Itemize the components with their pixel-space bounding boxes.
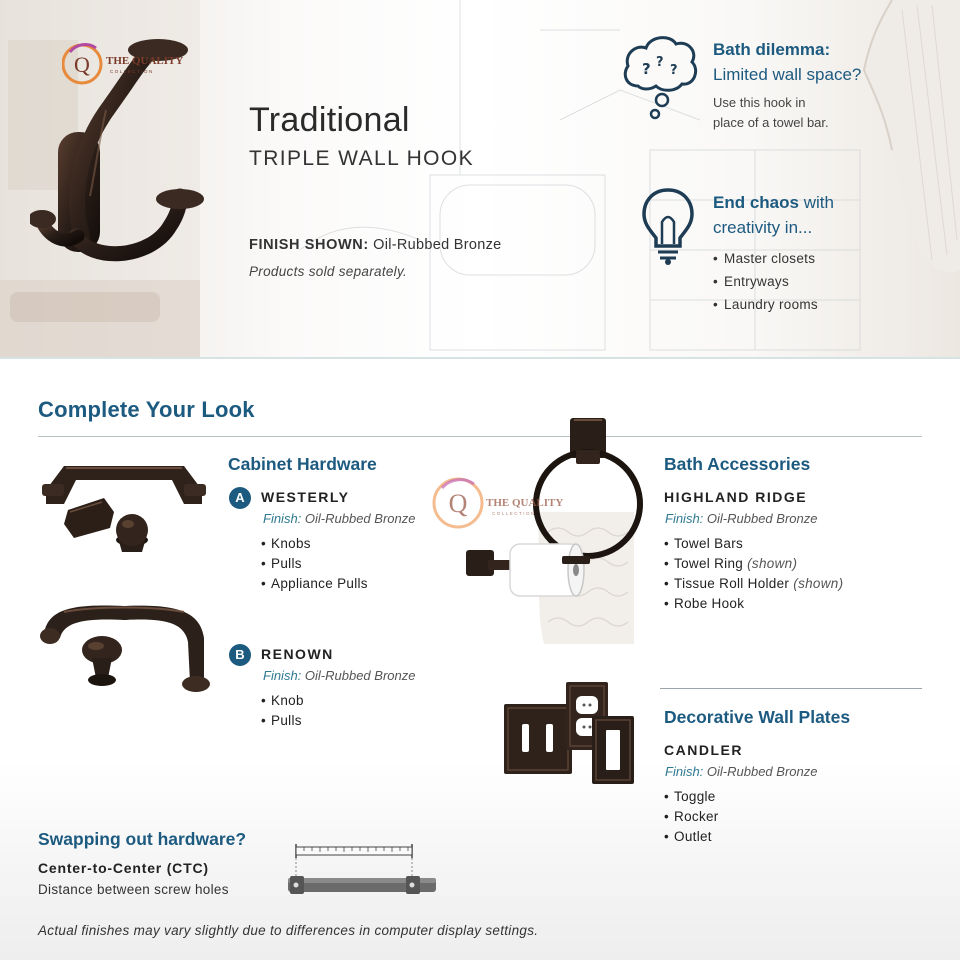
- finish-label: Finish:: [665, 764, 704, 779]
- svg-text:?: ?: [656, 55, 664, 70]
- westerly-name: WESTERLY: [261, 489, 350, 505]
- end-chaos-list: [713, 251, 818, 320]
- list-item: [664, 576, 843, 596]
- list-item: [664, 556, 843, 576]
- item-label: Towel Ring: [674, 556, 748, 571]
- finish-shown-label: FINISH SHOWN:: [249, 237, 369, 253]
- list-item: • Master closets: [713, 251, 818, 274]
- bath-dilemma-desc-1: Use this hook in: [713, 95, 806, 110]
- thought-cloud-question-icon: [620, 30, 700, 122]
- logo-letter: Q: [74, 52, 90, 77]
- list-item: • Entryways: [713, 274, 818, 297]
- cabinet-hardware-heading: Cabinet Hardware: [228, 454, 377, 474]
- list-item: • Knob: [261, 693, 304, 713]
- finish-value: Oil-Rubbed Bronze: [703, 764, 818, 779]
- list-item: [664, 596, 843, 616]
- candler-items: [664, 789, 719, 849]
- product-subtitle: TRIPLE WALL HOOK: [249, 147, 475, 170]
- list-item: • Pulls: [261, 713, 304, 733]
- westerly-items: [261, 536, 368, 596]
- list-item: • Laundry rooms: [713, 297, 818, 320]
- badge-a: A: [229, 487, 251, 509]
- finish-label: Finish:: [263, 511, 302, 526]
- product-title: Traditional: [249, 101, 410, 139]
- item-note: (shown): [793, 576, 844, 591]
- list-item: • Toggle: [664, 789, 719, 809]
- wall-plates-divider: [660, 688, 922, 689]
- highland-ridge-name: HIGHLAND RIDGE: [664, 489, 808, 505]
- watermark-name: THE QUALITY: [486, 497, 564, 509]
- list-item: [664, 536, 843, 556]
- ctc-description: Distance between screw holes: [38, 882, 229, 897]
- westerly-pull-and-knobs-image: [34, 452, 214, 570]
- list-item: • Knobs: [261, 536, 368, 556]
- logo-name: THE QUALITY: [106, 55, 184, 67]
- hero-banner: [0, 0, 960, 358]
- list-item: • Outlet: [664, 829, 719, 849]
- finish-value: Oil-Rubbed Bronze: [301, 668, 416, 683]
- hero-divider: [0, 357, 960, 359]
- renown-pull-and-knob-image: [34, 598, 214, 698]
- renown-name: RENOWN: [261, 646, 334, 662]
- renown-items: [261, 693, 304, 733]
- bath-dilemma-desc-2: place of a towel bar.: [713, 115, 829, 130]
- end-chaos-heading: [713, 193, 834, 213]
- bath-dilemma-subheading: Limited wall space?: [713, 65, 862, 84]
- ctc-title: Center-to-Center (CTC): [38, 860, 209, 876]
- decorative-wall-plates-heading: Decorative Wall Plates: [664, 707, 851, 727]
- logo-sub: COLLECTION: [110, 69, 154, 74]
- candler-name: CANDLER: [664, 742, 743, 758]
- svg-text:?: ?: [642, 60, 651, 78]
- complete-your-look-title: Complete Your Look: [38, 397, 255, 422]
- finish-shown-value: Oil-Rubbed Bronze: [373, 237, 502, 253]
- item-label: Robe Hook: [674, 596, 745, 611]
- finish-shown: [249, 237, 502, 253]
- lightbulb-icon: [640, 186, 696, 266]
- candler-wall-plates-image: [500, 678, 640, 792]
- hanging-towel-image: [862, 0, 960, 285]
- highland-ridge-finish: [665, 511, 817, 526]
- finish-value: Oil-Rubbed Bronze: [703, 511, 818, 526]
- finish-disclaimer: Actual finishes may vary slightly due to differences in computer display settings.: [38, 923, 539, 938]
- badge-b: B: [229, 644, 251, 666]
- list-item: • Pulls: [261, 556, 368, 576]
- watermark-letter: Q: [448, 489, 468, 518]
- watermark-sub: COLLECTION: [492, 511, 536, 516]
- ctc-ruler-diagram: [286, 838, 446, 900]
- list-item: • Rocker: [664, 809, 719, 829]
- finish-label: Finish:: [665, 511, 704, 526]
- finish-value: Oil-Rubbed Bronze: [301, 511, 416, 526]
- item-note: (shown): [747, 556, 798, 571]
- bath-accessories-heading: Bath Accessories: [664, 454, 811, 474]
- candler-finish: [665, 764, 817, 779]
- bath-dilemma-heading: Bath dilemma:: [713, 40, 831, 59]
- end-chaos-bold: End chaos: [713, 193, 799, 212]
- item-label: Towel Bars: [674, 536, 744, 551]
- end-chaos-line2: creativity in...: [713, 218, 813, 237]
- highland-ridge-items: [664, 536, 843, 616]
- sold-separately-note: Products sold separately.: [249, 264, 408, 279]
- item-label: Tissue Roll Holder: [674, 576, 794, 591]
- svg-text:?: ?: [670, 63, 678, 78]
- renown-finish: [263, 668, 415, 683]
- list-item: • Appliance Pulls: [261, 576, 368, 596]
- swapping-hardware-heading: Swapping out hardware?: [38, 829, 247, 849]
- end-chaos-rest: with: [798, 193, 834, 212]
- quality-collection-watermark: [428, 470, 568, 536]
- finish-label: Finish:: [263, 668, 302, 683]
- quality-collection-logo: [62, 34, 192, 94]
- westerly-finish: [263, 511, 415, 526]
